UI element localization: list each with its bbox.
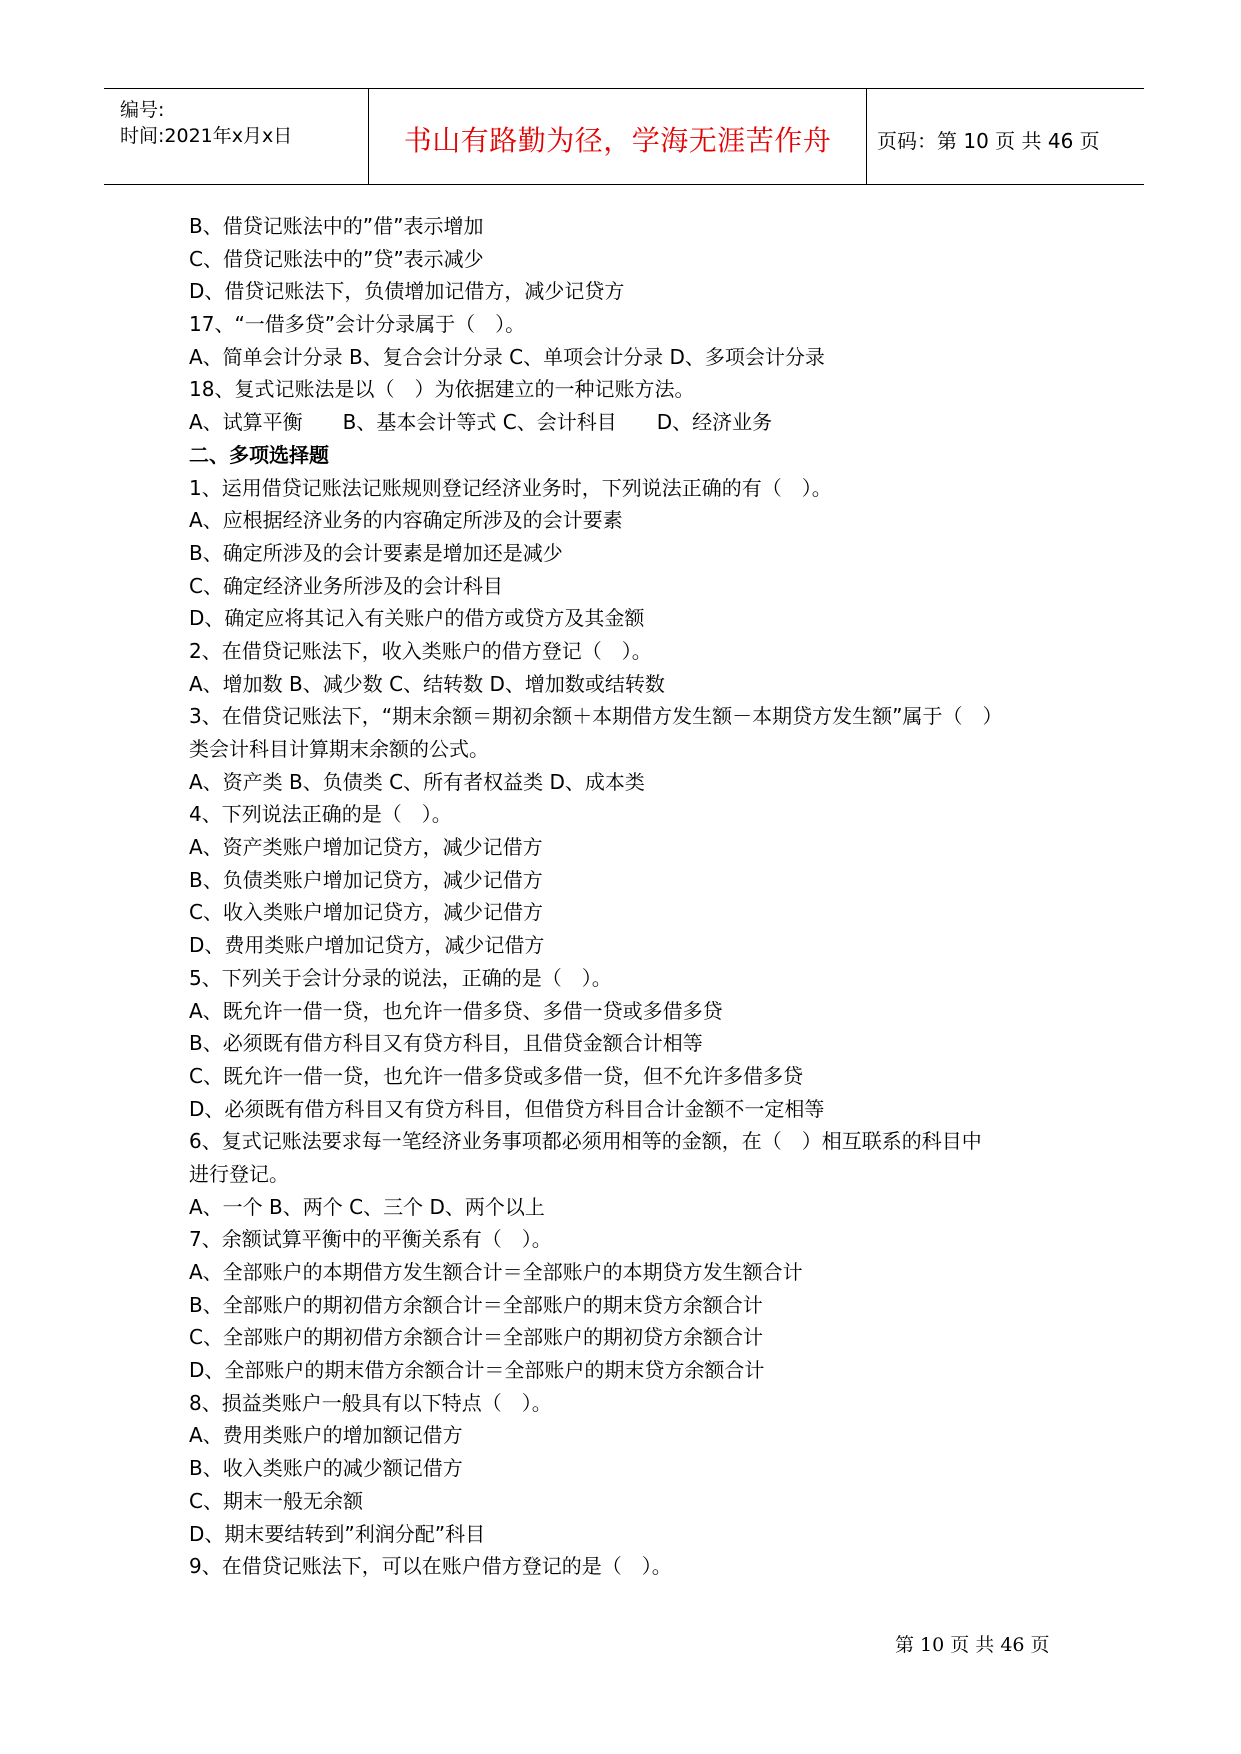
text-line: A、费用类账户的增加额记借方 [189,1423,463,1448]
text-line: A、试算平衡 B、基本会计等式 C、会计科目 D、经济业务 [189,410,773,435]
text-line: A、增加数 B、减少数 C、结转数 D、增加数或结转数 [189,671,665,696]
text-line: B、收入类账户的减少额记借方 [189,1456,463,1481]
text-line: A、既允许一借一贷，也允许一借多贷、多借一贷或多借多贷 [189,998,723,1023]
text-line: A、资产类 B、负债类 C、所有者权益类 D、成本类 [189,769,645,794]
text-line: D、全部账户的期末借方余额合计＝全部账户的期末贷方余额合计 [189,1358,765,1383]
text-line: B、借贷记账法中的”借”表示增加 [189,214,484,238]
text-line: A、全部账户的本期借方发生额合计＝全部账户的本期贷方发生额合计 [189,1260,803,1284]
text-line: 进行登记。 [189,1161,289,1186]
page-footer: 第 10 页 共 46 页 [895,1634,1050,1656]
text-line: 17、“一借多贷”会计分录属于（ ）。 [189,312,526,337]
document-number-label: 编号: [120,99,165,121]
text-line: B、全部账户的期初借方余额合计＝全部账户的期末贷方余额合计 [189,1292,763,1317]
page-header [104,88,1144,185]
text-line: C、确定经济业务所涉及的会计科目 [189,573,503,598]
document-body [189,210,1089,1583]
text-line: 类会计科目计算期末余额的公式。 [189,737,489,761]
text-line: 5、下列关于会计分录的说法，正确的是（ ）。 [189,965,612,990]
text-line: D、期末要结转到”利润分配”科目 [189,1521,486,1546]
text-line: 4、下列说法正确的是（ ）。 [189,802,452,827]
document-time-label: 时间:2021年x月x日 [120,125,293,147]
text-line: A、资产类账户增加记贷方，减少记借方 [189,835,543,860]
header-page-cell [867,89,1144,184]
text-line: D、确定应将其记入有关账户的借方或贷方及其金额 [189,606,645,631]
text-line: D、必须既有借方科目又有贷方科目，但借贷方科目合计金额不一定相等 [189,1096,825,1121]
header-motto-cell [368,89,867,184]
text-line: A、简单会计分录 B、复合会计分录 C、单项会计分录 D、多项会计分录 [189,344,825,369]
text-line: 18、复式记账法是以（ ）为依据建立的一种记账方法。 [189,377,695,402]
text-line: B、确定所涉及的会计要素是增加还是减少 [189,540,563,565]
text-line: C、收入类账户增加记贷方，减少记借方 [189,900,543,925]
text-line: 1、运用借贷记账法记账规则登记经济业务时，下列说法正确的有（ ）。 [189,475,832,500]
text-line: 8、损益类账户一般具有以下特点（ ）。 [189,1390,552,1415]
text-line: C、期末一般无余额 [189,1488,363,1513]
text-line: D、费用类账户增加记贷方，减少记借方 [189,933,545,958]
text-line: C、全部账户的期初借方余额合计＝全部账户的期初贷方余额合计 [189,1325,763,1350]
text-line: 2、在借贷记账法下，收入类账户的借方登记（ ）。 [189,638,652,663]
text-line: B、负债类账户增加记贷方，减少记借方 [189,867,543,892]
motto-text: 书山有路勤为径，学海无涯苦作舟 [403,124,832,157]
text-line: 3、在借贷记账法下，“期末余额＝期初余额＋本期借方发生额－本期贷方发生额”属于（ ） [189,704,1003,729]
text-line: 6、复式记账法要求每一笔经济业务事项都必须用相等的金额，在（ ）相互联系的科目中 [189,1129,982,1154]
header-page-info: 页码：第 10 页 共 46 页 [877,129,1100,153]
header-info-cell [104,89,368,184]
section-heading: 二、多项选择题 [189,442,329,467]
text-line: C、借贷记账法中的”贷”表示减少 [189,246,484,271]
text-line: 7、余额试算平衡中的平衡关系有（ ）。 [189,1227,552,1252]
text-line: D、借贷记账法下，负债增加记借方，减少记贷方 [189,279,625,304]
text-line: B、必须既有借方科目又有贷方科目，且借贷金额合计相等 [189,1031,703,1056]
text-line: 9、在借贷记账法下，可以在账户借方登记的是（ ）。 [189,1554,672,1579]
text-line: A、应根据经济业务的内容确定所涉及的会计要素 [189,508,623,533]
text-line: C、既允许一借一贷，也允许一借多贷或多借一贷，但不允许多借多贷 [189,1063,803,1088]
text-line: A、一个 B、两个 C、三个 D、两个以上 [189,1194,545,1219]
